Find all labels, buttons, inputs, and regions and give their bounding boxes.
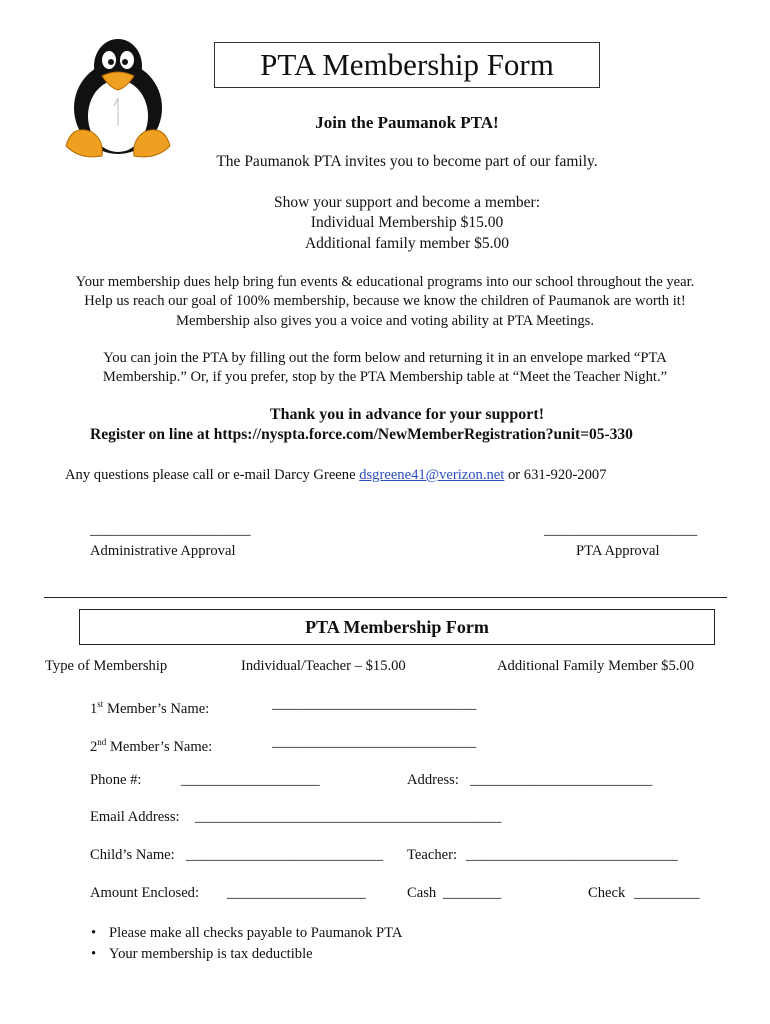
notes-list — [85, 923, 685, 965]
support-line-2: Individual Membership $15.00 — [310, 214, 504, 231]
note-tax-deductible: • Your membership is tax deductible — [85, 944, 685, 965]
child-name-field[interactable]: ___________________________ — [186, 847, 384, 863]
note-checks-payable: • Please make all checks payable to Paumanok PTA — [85, 923, 685, 944]
join-heading: Join the Paumanok PTA! — [315, 113, 499, 132]
phone-field[interactable]: ___________________ — [181, 772, 320, 788]
join-line-2: Membership.” Or, if you prefer, stop by the PTA Membership table at “Meet the Teacher Night.” — [102, 369, 668, 385]
child-label: Child’s Name: — [90, 847, 175, 863]
thanks-line: Thank you in advance for your support! — [269, 406, 545, 423]
pta-approval-line[interactable]: _____________________ — [544, 522, 698, 538]
member2-label-text: Member’s Name: — [109, 738, 213, 755]
dues-line-3: Membership also gives you a voice and voting ability at PTA Meetings. — [176, 313, 594, 329]
option-family[interactable]: Additional Family Member $5.00 — [497, 658, 694, 674]
contact-prefix: Any questions please call or e-mail Darcy Greene — [65, 467, 356, 483]
teacher-label: Teacher: — [407, 847, 458, 863]
join-line-1: You can join the PTA by filling out the form below and returning it in an envelope marked “PTA — [103, 350, 667, 366]
support-line-3: Additional family member $5.00 — [304, 235, 510, 252]
dues-line-1: Your membership dues help bring fun events & educational programs into our school throughout the year. — [75, 274, 695, 290]
invite-text: The Paumanok PTA invites you to become part of our family. — [216, 153, 598, 170]
member1-ordinal-suffix: st — [97, 699, 104, 709]
contact-email-link[interactable]: dsgreene41@verizon.net — [359, 467, 505, 483]
member2-name-field[interactable]: ____________________________ — [272, 734, 477, 750]
admin-approval-line[interactable]: ______________________ — [90, 522, 251, 538]
member2-label — [90, 732, 212, 757]
member1-label-text: Member’s Name: — [106, 700, 210, 717]
member2-ordinal: 2 — [90, 738, 98, 755]
penguin-logo-icon — [62, 36, 174, 160]
member1-label — [90, 694, 209, 719]
amount-label: Amount Enclosed: — [90, 885, 200, 901]
page-title: PTA Membership Form — [214, 42, 600, 88]
phone-label: Phone #: — [90, 772, 142, 788]
pta-approval-label: PTA Approval — [576, 543, 660, 559]
check-field[interactable]: _________ — [634, 885, 700, 901]
email-label: Email Address: — [90, 809, 180, 825]
dues-line-2: Help us reach our goal of 100% membership, because we know the children of Paumanok are worth it! — [84, 293, 686, 309]
address-field[interactable]: _________________________ — [470, 772, 653, 788]
cash-field[interactable]: ________ — [443, 885, 502, 901]
admin-approval-label: Administrative Approval — [90, 543, 236, 559]
contact-line — [65, 465, 745, 485]
member1-name-field[interactable]: ____________________________ — [272, 696, 477, 712]
form-title: PTA Membership Form — [79, 609, 715, 645]
contact-suffix: or 631-920-2007 — [508, 467, 607, 483]
member2-ordinal-suffix: nd — [97, 737, 107, 747]
email-field[interactable]: __________________________________________ — [195, 809, 502, 825]
support-line-1: Show your support and become a member: — [273, 194, 541, 211]
member1-ordinal: 1 — [90, 700, 98, 717]
cash-label: Cash — [407, 885, 437, 901]
membership-type-label: Type of Membership — [45, 658, 168, 674]
divider — [44, 597, 727, 598]
teacher-field[interactable]: _____________________________ — [466, 847, 678, 863]
check-label: Check — [588, 885, 626, 901]
amount-field[interactable]: ___________________ — [227, 885, 366, 901]
register-line: Register on line at https://nyspta.force.com/NewMemberRegistration?unit=05-330 — [90, 426, 633, 443]
address-label: Address: — [407, 772, 459, 788]
option-individual[interactable]: Individual/Teacher – $15.00 — [241, 658, 406, 674]
